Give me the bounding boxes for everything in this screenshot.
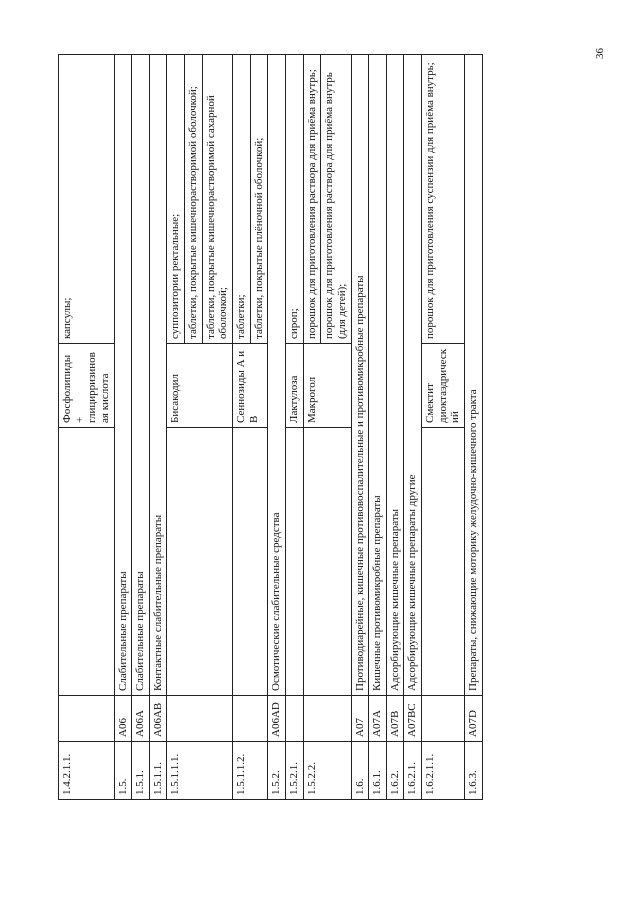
- row-number: 1.5.1.1.2.: [233, 742, 268, 800]
- dosage-form: таблетки, покрытые плёночной оболочкой;: [250, 55, 268, 344]
- atc-code: A07: [351, 696, 369, 742]
- row-number: 1.5.2.1.: [285, 742, 303, 800]
- table-row: [59, 55, 115, 800]
- group-name: Кишечные противомикробные препараты: [369, 55, 387, 696]
- row-number: 1.4.2.1.1.: [59, 742, 115, 800]
- dosage-form: сироп;: [285, 55, 303, 344]
- dosage-form: таблетки, покрытые кишечнорастворимой сахарной оболочкой;: [202, 55, 232, 344]
- table-row: [386, 55, 404, 800]
- row-number: 1.5.1.1.: [149, 742, 167, 800]
- dosage-form: таблетки, покрытые кишечнорастворимой оболочкой;: [185, 55, 203, 344]
- row-number: 1.6.3.: [465, 742, 483, 800]
- group-name: Адсорбирующие кишечные препараты другие: [404, 55, 422, 696]
- page-number: 36: [594, 48, 606, 59]
- table-row: [285, 55, 303, 800]
- atc-code: [59, 696, 115, 742]
- inn-name: Макрогол: [303, 344, 351, 428]
- table-row: [167, 55, 185, 800]
- group-name: [422, 428, 465, 696]
- row-number: 1.5.: [114, 742, 132, 800]
- table-row: [404, 55, 422, 800]
- group-name: Слабительные препараты: [114, 55, 132, 696]
- dosage-form: капсулы;: [59, 55, 115, 344]
- row-number: 1.6.1.: [369, 742, 387, 800]
- group-name: [285, 428, 303, 696]
- group-name: [233, 428, 268, 696]
- group-name: Адсорбирующие кишечные препараты: [386, 55, 404, 696]
- dosage-form: таблетки;: [233, 55, 251, 344]
- row-number: 1.5.2.: [268, 742, 286, 800]
- atc-code: [167, 696, 233, 742]
- row-number: 1.5.1.1.1.: [167, 742, 233, 800]
- table-row: [114, 55, 132, 800]
- row-number: 1.6.2.: [386, 742, 404, 800]
- atc-code: A07A: [369, 696, 387, 742]
- atc-code: A07B: [386, 696, 404, 742]
- dosage-form: порошок для приготовления раствора для приёма внутрь;: [303, 55, 321, 344]
- group-name: [167, 428, 233, 696]
- inn-name: Смектит диоктаэдрический: [422, 344, 465, 428]
- inn-name: Сеннозиды А и В: [233, 344, 268, 428]
- table-row: [369, 55, 387, 800]
- atc-code: A07BC: [404, 696, 422, 742]
- group-name: Препараты, снижающие моторику желудочно-кишечного тракта: [465, 55, 483, 696]
- atc-code: A07D: [465, 696, 483, 742]
- table-row: [268, 55, 286, 800]
- dosage-form: порошок для приготовления суспензии для приёма внутрь;: [422, 55, 465, 344]
- group-name: Противодиарейные, кишечные противовоспалительные и противомикробные препараты: [351, 55, 369, 696]
- table-row: [303, 55, 321, 800]
- atc-code: [422, 696, 465, 742]
- table-row: [149, 55, 167, 800]
- atc-code: [303, 696, 351, 742]
- rotated-page-content: [58, 55, 563, 800]
- dosage-form: суппозитории ректальные;: [167, 55, 185, 344]
- group-name: Слабительные препараты: [132, 55, 150, 696]
- table-row: [351, 55, 369, 800]
- table-row: [465, 55, 483, 800]
- atc-code: [285, 696, 303, 742]
- atc-code: A06A: [132, 696, 150, 742]
- group-name: Контактные слабительные препараты: [149, 55, 167, 696]
- row-number: 1.6.2.1.: [404, 742, 422, 800]
- group-name: [303, 428, 351, 696]
- row-number: 1.5.2.2.: [303, 742, 351, 800]
- group-name: [59, 428, 115, 696]
- table-row: [233, 55, 251, 800]
- dosage-form: порошок для приготовления раствора для приёма внутрь (для детей);: [321, 55, 351, 344]
- group-name: Осмотические слабительные средства: [268, 55, 286, 696]
- inn-name: Бисакодил: [167, 344, 233, 428]
- atc-code: [233, 696, 268, 742]
- atc-code: A06: [114, 696, 132, 742]
- atc-code: A06AB: [149, 696, 167, 742]
- inn-name: Фосфолипиды + глицирризиновая кислота: [59, 344, 115, 428]
- drug-list-table: [58, 54, 483, 800]
- drug-list-body: [59, 55, 483, 800]
- inn-name: Лактулоза: [285, 344, 303, 428]
- row-number: 1.6.: [351, 742, 369, 800]
- atc-code: A06AD: [268, 696, 286, 742]
- row-number: 1.5.1.: [132, 742, 150, 800]
- table-row: [132, 55, 150, 800]
- table-row: [422, 55, 465, 800]
- row-number: 1.6.2.1.1.: [422, 742, 465, 800]
